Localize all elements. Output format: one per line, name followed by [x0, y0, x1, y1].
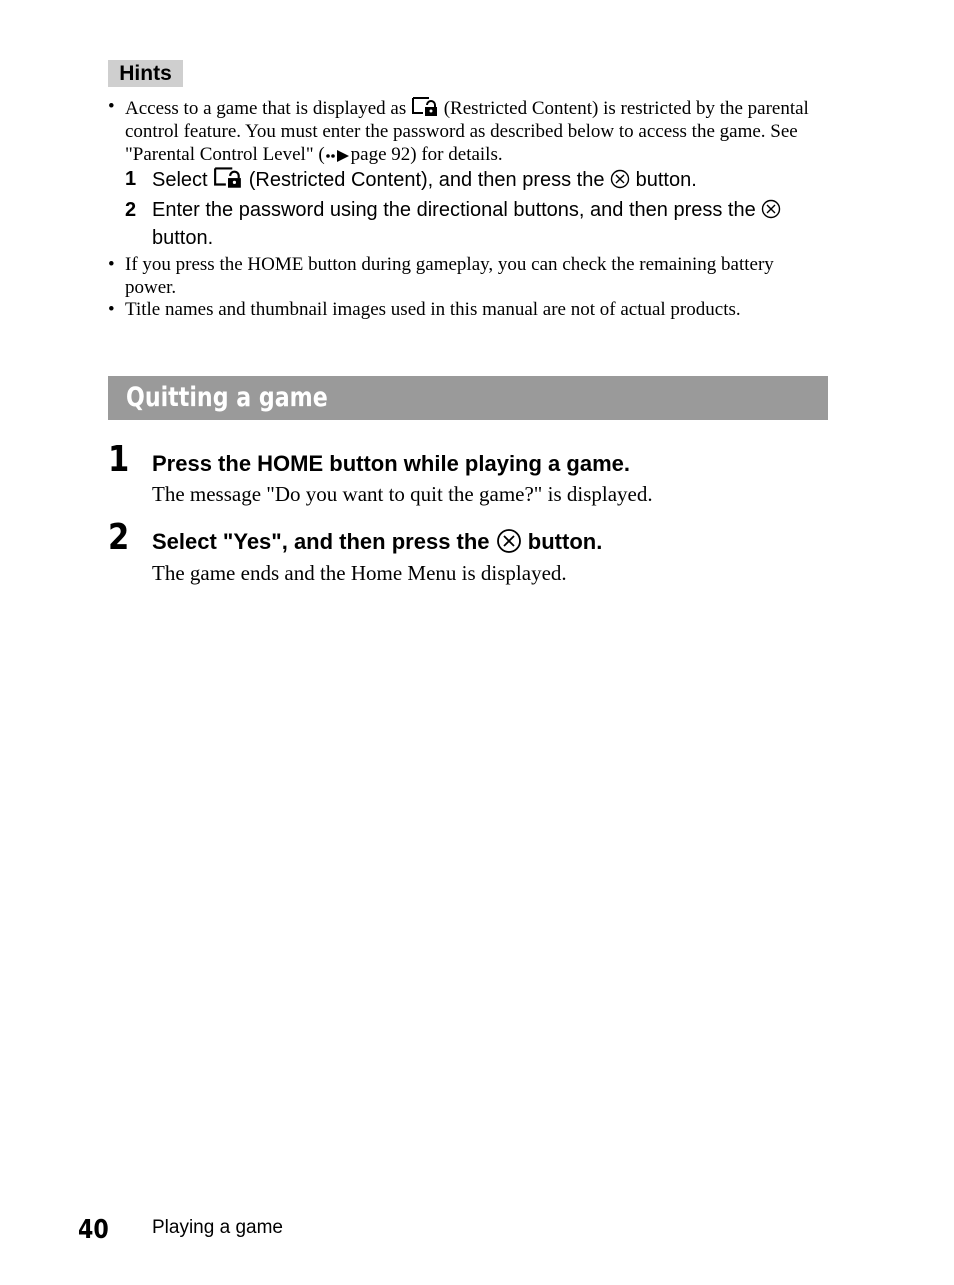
bullet-dot: • — [108, 254, 115, 275]
footer-section-name: Playing a game — [152, 1217, 283, 1238]
substep-text: Select — [152, 169, 208, 191]
substep-number: 2 — [125, 199, 137, 221]
step-heading-text: button. — [527, 529, 603, 554]
step-heading: Press the HOME button while playing a game. — [152, 451, 630, 476]
hint-bullet-titles — [108, 298, 828, 321]
substep-text: (Restricted Content), and then press the — [243, 169, 605, 191]
page-reference-arrow-icon — [325, 149, 351, 163]
hint-text: Title names and thumbnail images used in this manual are not of actual products. — [125, 299, 741, 320]
page-reference-link[interactable]: page 92 — [350, 144, 411, 165]
cross-button-icon — [610, 169, 630, 189]
hint-bullet-battery — [108, 253, 828, 299]
hint-substep-2 — [125, 196, 825, 252]
hint-text-part: Access to a game that is displayed as — [125, 98, 407, 119]
substep-text: button. — [630, 169, 697, 191]
step-number: 1 — [108, 439, 130, 480]
step-description: The game ends and the Home Menu is displayed. — [152, 561, 567, 585]
step-heading — [152, 528, 602, 556]
hint-text-part: ) for details. — [410, 144, 503, 165]
hint-text: If you press the HOME button during gameplay, you can check the remaining battery power. — [125, 254, 774, 298]
step-number: 2 — [108, 517, 130, 558]
restricted-content-icon — [411, 95, 439, 117]
bullet-dot: • — [108, 96, 115, 117]
hint-bullet-restricted — [108, 95, 828, 166]
hints-label: Hints — [108, 60, 183, 87]
page-number: 40 — [78, 1215, 109, 1245]
step-heading-text: Select "Yes", and then press the — [152, 529, 490, 554]
cross-button-icon — [496, 528, 522, 554]
cross-button-icon — [761, 199, 781, 219]
step-description: The message "Do you want to quit the game?" is displayed. — [152, 482, 653, 506]
section-header-bar — [108, 376, 828, 420]
restricted-content-icon — [213, 165, 243, 189]
substep-text: button. — [152, 227, 214, 249]
substep-text: Enter the password using the directional buttons, and then press the — [152, 199, 756, 221]
bullet-dot: • — [108, 299, 115, 320]
substep-number: 1 — [125, 168, 137, 190]
hint-substep-1 — [125, 165, 825, 194]
hint-text-part: (Restricted Content) is restricted by the parental control feature. You must enter the password as described below to access the game. See "Parental Control Level" ( — [125, 98, 809, 165]
section-title: Quitting a game — [126, 382, 328, 413]
